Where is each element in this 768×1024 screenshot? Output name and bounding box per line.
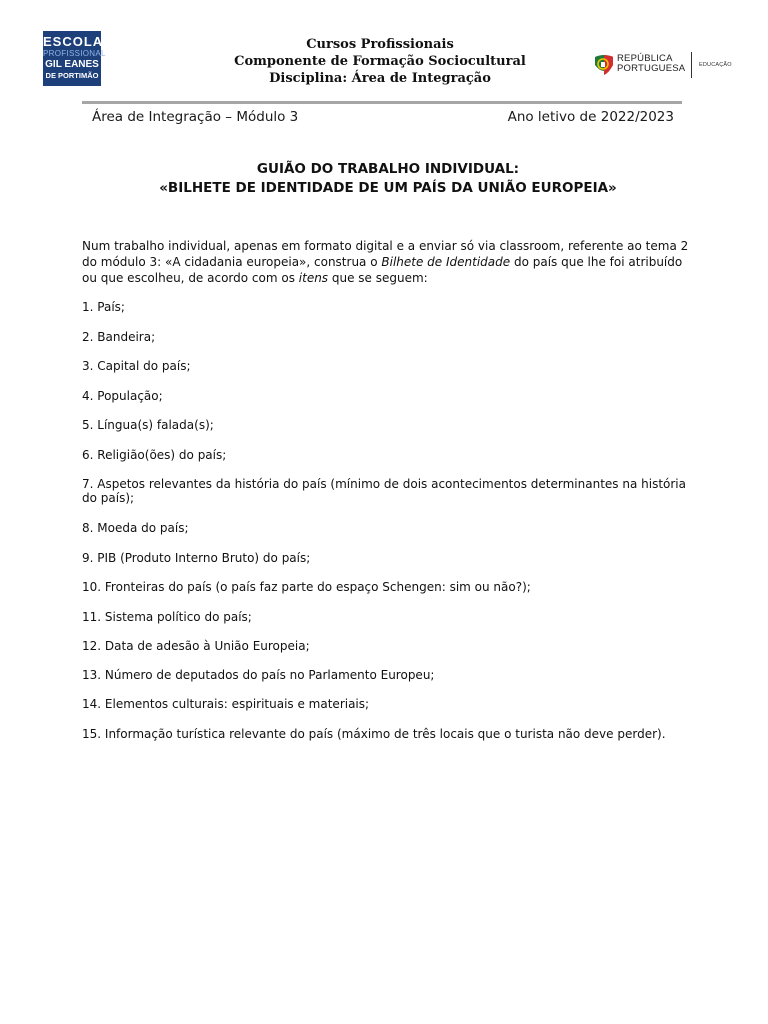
title-line2: «BILHETE DE IDENTIDADE DE UM PAÍS DA UNIÃO EUROPEIA» — [159, 180, 617, 196]
document-header — [200, 36, 560, 87]
intro-paragraph — [82, 238, 694, 286]
list-item: 8. Moeda do país; — [82, 521, 189, 535]
intro-italic-1: Bilhete de Identidade — [381, 255, 511, 269]
list-item: 14. Elementos culturais: espirituais e materiais; — [82, 697, 370, 711]
school-logo-line2: PROFISSIONAL — [43, 49, 106, 58]
subheader — [92, 109, 674, 127]
intro-text-3: que se seguem: — [328, 271, 428, 285]
list-item: 6. Religião(ões) do país; — [82, 448, 227, 462]
gov-logo-line1: REPÚBLICA — [617, 53, 673, 64]
list-item: 9. PIB (Produto Interno Bruto) do país; — [82, 551, 311, 565]
list-item: 5. Língua(s) falada(s); — [82, 418, 214, 432]
intro-italic-2: itens — [298, 271, 329, 285]
list-item: 10. Fronteiras do país (o país faz parte do espaço Schengen: sim ou não?); — [82, 580, 531, 594]
intro-text-2: do país que lhe foi atribuído ou que escolheu, de acordo com os — [82, 255, 683, 285]
list-item: 12. Data de adesão à União Europeia; — [82, 639, 310, 653]
gov-logo-line2: PORTUGUESA — [617, 63, 686, 74]
list-item: 7. Aspetos relevantes da história do país (mínimo de dois acontecimentos determinantes na história do país); — [82, 477, 686, 505]
list-item: 13. Número de deputados do país no Parlamento Europeu; — [82, 668, 435, 682]
header-divider — [82, 101, 682, 104]
republica-portuguesa-logo — [593, 52, 733, 80]
list-item: 11. Sistema político do país; — [82, 610, 252, 624]
intro-text-1: Num trabalho individual, apenas em formato digital e a enviar só via classroom, referente ao tema 2 do módulo 3: «A cidadania europeia», construa o — [82, 239, 689, 269]
list-item: 15. Informação turística relevante do país (máximo de três locais que o turista não deve perder). — [82, 727, 666, 741]
logo-divider — [691, 52, 692, 78]
school-year-label: Ano letivo de 2022/2023 — [507, 109, 674, 125]
course-heading: Cursos Profissionais — [306, 37, 454, 52]
document-title — [82, 160, 694, 198]
component-heading: Componente de Formação Sociocultural — [234, 54, 526, 69]
portugal-emblem-icon — [593, 53, 615, 77]
republica-portuguesa-text — [617, 54, 685, 74]
module-label: Área de Integração – Módulo 3 — [92, 109, 299, 125]
ministry-label: EDUCAÇÃO — [699, 62, 732, 68]
school-logo-line3: GIL EANES — [45, 59, 99, 70]
school-logo-line1: ESCOLA — [43, 34, 104, 49]
list-item: 4. População; — [82, 389, 163, 403]
title-line1: GUIÃO DO TRABALHO INDIVIDUAL: — [256, 161, 520, 177]
school-logo — [43, 31, 106, 86]
list-item: 1. País; — [82, 300, 125, 314]
list-item: 2. Bandeira; — [82, 330, 156, 344]
list-item: 3. Capital do país; — [82, 359, 191, 373]
school-logo-line4: DE PORTIMÃO — [45, 71, 99, 80]
discipline-heading: Disciplina: Área de Integração — [269, 71, 491, 86]
